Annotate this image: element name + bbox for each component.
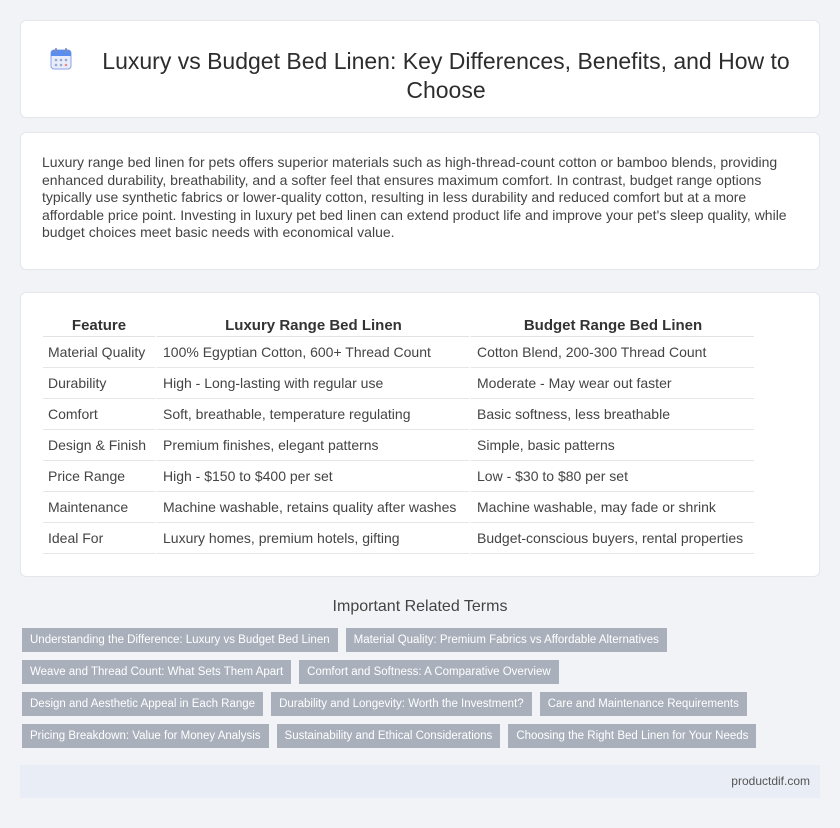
footer-site-link[interactable]: productdif.com [731, 774, 810, 788]
budget-cell: Cotton Blend, 200-300 Thread Count [469, 337, 754, 368]
luxury-cell: Premium finishes, elegant patterns [155, 430, 469, 461]
calendar-icon [49, 47, 73, 71]
luxury-cell: High - Long-lasting with regular use [155, 368, 469, 399]
luxury-cell: High - $150 to $400 per set [155, 461, 469, 492]
related-term-tag[interactable]: Material Quality: Premium Fabrics vs Affordable Alternatives [346, 628, 667, 652]
related-terms-heading: Important Related Terms [332, 598, 508, 615]
feature-cell: Durability [43, 368, 155, 399]
table-row [43, 337, 754, 368]
budget-cell: Moderate - May wear out faster [469, 368, 754, 399]
budget-cell: Low - $30 to $80 per set [469, 461, 754, 492]
intro-paragraph: Luxury range bed linen for pets offers superior materials such as high-thread-count cotton or bamboo blends, providing enhanced durability, breathability, and a softer feel that ensures maximum comfort. In contrast, budget range options typically use synthetic fabrics or lower-quality cotton, resulting in less durability and reduced comfort but at a more affordable price point. Investing in luxury pet bed linen can extend product life and improve your pet's sleep quality, while budget choices meet basic needs with economical value. [42, 154, 787, 240]
table-row [43, 523, 754, 554]
related-term-tag[interactable]: Design and Aesthetic Appeal in Each Range [22, 692, 263, 716]
budget-cell: Simple, basic patterns [469, 430, 754, 461]
budget-cell: Machine washable, may fade or shrink [469, 492, 754, 523]
luxury-cell: Luxury homes, premium hotels, gifting [155, 523, 469, 554]
budget-cell: Basic softness, less breathable [469, 399, 754, 430]
feature-cell: Maintenance [43, 492, 155, 523]
footer [20, 765, 820, 798]
feature-cell: Design & Finish [43, 430, 155, 461]
related-term-tag[interactable]: Durability and Longevity: Worth the Investment? [271, 692, 532, 716]
budget-cell: Budget-conscious buyers, rental properties [469, 523, 754, 554]
related-term-tag[interactable]: Choosing the Right Bed Linen for Your Needs [508, 724, 756, 748]
luxury-cell: 100% Egyptian Cotton, 600+ Thread Count [155, 337, 469, 368]
table-row [43, 399, 754, 430]
feature-cell: Comfort [43, 399, 155, 430]
related-term-tag[interactable]: Comfort and Softness: A Comparative Overview [299, 660, 559, 684]
table-row [43, 461, 754, 492]
related-term-tag[interactable]: Understanding the Difference: Luxury vs Budget Bed Linen [22, 628, 338, 652]
feature-cell: Ideal For [43, 523, 155, 554]
intro-card [20, 132, 820, 270]
feature-cell: Price Range [43, 461, 155, 492]
title-card [20, 20, 820, 118]
table-row [43, 492, 754, 523]
header-luxury: Luxury Range Bed Linen [155, 315, 469, 337]
comparison-table [43, 315, 754, 554]
table-header-row [43, 315, 754, 337]
header-budget: Budget Range Bed Linen [469, 315, 754, 337]
comparison-card [20, 292, 820, 577]
luxury-cell: Machine washable, retains quality after washes [155, 492, 469, 523]
related-term-tag[interactable]: Pricing Breakdown: Value for Money Analysis [22, 724, 269, 748]
table-row [43, 368, 754, 399]
header-feature: Feature [43, 315, 155, 337]
feature-cell: Material Quality [43, 337, 155, 368]
related-term-tag[interactable]: Sustainability and Ethical Considerations [277, 724, 501, 748]
table-row [43, 430, 754, 461]
related-term-tag[interactable]: Care and Maintenance Requirements [540, 692, 747, 716]
related-terms-list [22, 628, 812, 756]
luxury-cell: Soft, breathable, temperature regulating [155, 399, 469, 430]
page-title: Luxury vs Budget Bed Linen: Key Differences, Benefits, and How to Choose [102, 48, 790, 103]
related-term-tag[interactable]: Weave and Thread Count: What Sets Them Apart [22, 660, 291, 684]
